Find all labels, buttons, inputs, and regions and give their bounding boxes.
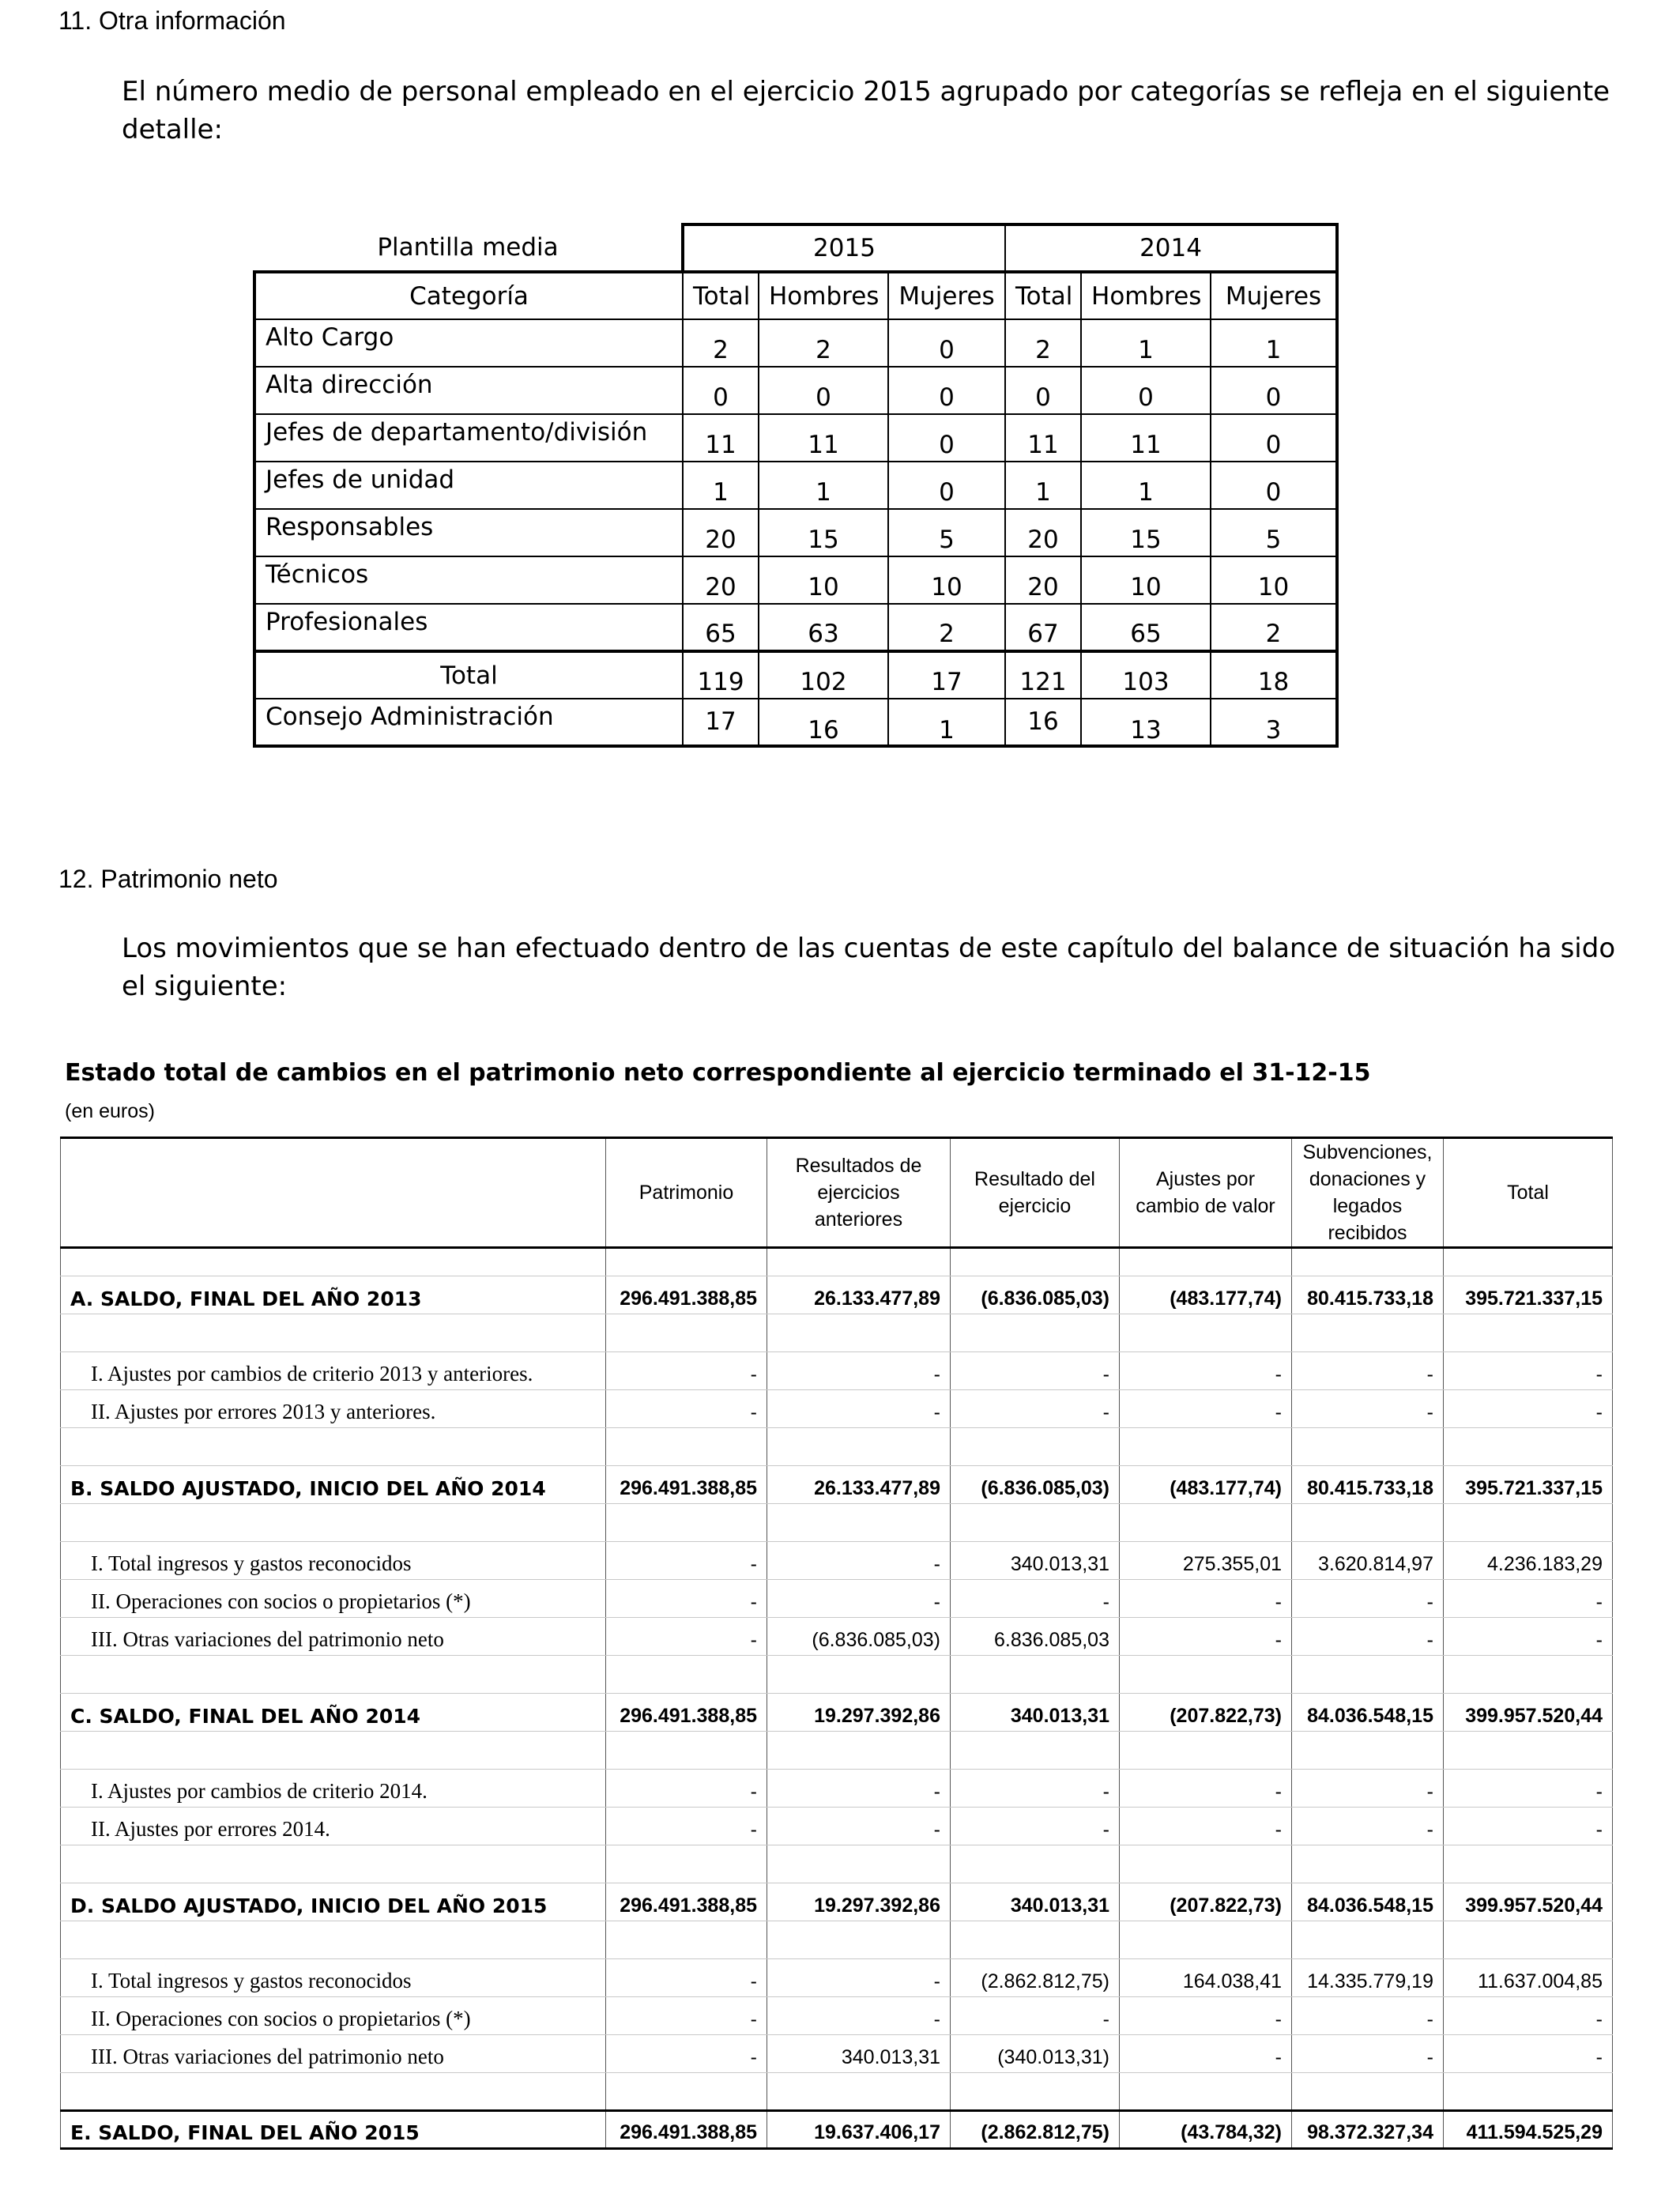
- equity-spacer-row: [61, 1656, 1613, 1694]
- staff-cell: 1: [1081, 462, 1211, 509]
- paragraph-line: el siguiente:: [122, 971, 288, 1002]
- equity-cell: -: [951, 1770, 1120, 1808]
- staff-row: [254, 509, 1337, 556]
- equity-cell: -: [606, 1352, 767, 1390]
- staff-cell: 5: [888, 509, 1005, 556]
- staff-row: [254, 414, 1337, 462]
- equity-cell: 340.013,31: [951, 1542, 1120, 1580]
- equity-spacer-row: [61, 1504, 1613, 1542]
- equity-empty-cell: [1292, 1504, 1444, 1542]
- equity-empty-cell: [1444, 1656, 1613, 1694]
- equity-cell: 4.236.183,29: [1444, 1542, 1613, 1580]
- equity-cell: -: [1120, 1390, 1292, 1428]
- equity-table: [60, 1137, 1613, 2150]
- equity-empty-cell: [606, 1428, 767, 1466]
- equity-header: Patrimonio: [606, 1138, 767, 1248]
- staff-cell: 0: [888, 462, 1005, 509]
- equity-cell: -: [767, 1352, 951, 1390]
- equity-detail-row: [61, 1618, 1613, 1656]
- equity-detail-row: [61, 1352, 1613, 1390]
- equity-detail-row: [61, 1997, 1613, 2035]
- equity-balance-row: [61, 1694, 1613, 1732]
- staff-category-label: Consejo Administración: [254, 699, 683, 746]
- staff-cell: 0: [1211, 462, 1337, 509]
- staff-cell: 0: [1005, 367, 1081, 414]
- staff-category-label: Responsables: [254, 509, 683, 556]
- equity-cell: -: [951, 1390, 1120, 1428]
- staff-cell: 0: [1211, 414, 1337, 462]
- equity-empty-cell: [1120, 1314, 1292, 1352]
- staff-cell: 15: [1081, 509, 1211, 556]
- equity-cell: -: [1120, 1808, 1292, 1845]
- staff-body: [254, 319, 1337, 746]
- equity-cell: 80.415.733,18: [1292, 1276, 1444, 1314]
- equity-row-label: I. Total ingresos y gastos reconocidos: [61, 1959, 606, 1997]
- equity-row-label: D. SALDO AJUSTADO, INICIO DEL AÑO 2015: [61, 1883, 606, 1921]
- equity-cell: 296.491.388,85: [606, 1276, 767, 1314]
- equity-row-label: I. Ajustes por cambios de criterio 2014.: [61, 1770, 606, 1808]
- equity-cell: -: [1292, 2035, 1444, 2073]
- equity-detail-row: [61, 1542, 1613, 1580]
- staff-cell: 1: [1005, 462, 1081, 509]
- equity-cell: -: [606, 1580, 767, 1618]
- equity-empty-cell: [951, 1732, 1120, 1770]
- equity-empty-cell: [61, 2073, 606, 2111]
- staff-cell: 0: [888, 319, 1005, 367]
- equity-empty-cell: [951, 1921, 1120, 1959]
- staff-cell: 0: [1081, 367, 1211, 414]
- equity-empty-cell: [1444, 1845, 1613, 1883]
- staff-cell: 11: [1005, 414, 1081, 462]
- equity-detail-row: [61, 1390, 1613, 1428]
- equity-cell: -: [1444, 1352, 1613, 1390]
- equity-cell: -: [767, 1997, 951, 2035]
- staff-cell: 0: [1211, 367, 1337, 414]
- equity-cell: -: [951, 1808, 1120, 1845]
- equity-empty-cell: [1120, 1428, 1292, 1466]
- equity-cell: -: [1444, 1770, 1613, 1808]
- staff-cell: 1: [1211, 319, 1337, 367]
- equity-cell: 19.297.392,86: [767, 1694, 951, 1732]
- staff-cell: 121: [1005, 651, 1081, 699]
- staff-cell: 16: [1005, 699, 1081, 746]
- equity-cell: 80.415.733,18: [1292, 1466, 1444, 1504]
- equity-row-label: II. Operaciones con socios o propietarios (*): [61, 1997, 606, 2035]
- staff-row: [254, 651, 1337, 699]
- equity-cell: 340.013,31: [767, 2035, 951, 2073]
- equity-row-label: B. SALDO AJUSTADO, INICIO DEL AÑO 2014: [61, 1466, 606, 1504]
- equity-empty-cell: [61, 1845, 606, 1883]
- equity-cell: -: [606, 1808, 767, 1845]
- staff-cell: 10: [759, 556, 888, 604]
- staff-table: [253, 223, 1339, 748]
- staff-cell: 20: [683, 556, 759, 604]
- staff-category-label: Total: [254, 651, 683, 699]
- equity-cell: -: [606, 1390, 767, 1428]
- staff-category-label: Jefes de departamento/división: [254, 414, 683, 462]
- equity-cell: 296.491.388,85: [606, 1466, 767, 1504]
- equity-spacer-row: [61, 2073, 1613, 2111]
- staff-cell: 102: [759, 651, 888, 699]
- equity-cell: -: [606, 1542, 767, 1580]
- staff-cell: 11: [759, 414, 888, 462]
- equity-cell: 399.957.520,44: [1444, 1883, 1613, 1921]
- equity-cell: 84.036.548,15: [1292, 1694, 1444, 1732]
- equity-empty-cell: [606, 1921, 767, 1959]
- equity-empty-cell: [1292, 1845, 1444, 1883]
- equity-cell: -: [767, 1959, 951, 1997]
- equity-empty-cell: [1292, 1921, 1444, 1959]
- staff-row: [254, 699, 1337, 746]
- equity-empty-cell: [1292, 1428, 1444, 1466]
- staff-cell: 67: [1005, 604, 1081, 651]
- staff-cell: 65: [683, 604, 759, 651]
- equity-cell: 395.721.337,15: [1444, 1466, 1613, 1504]
- staff-cell: 17: [888, 651, 1005, 699]
- equity-empty-cell: [1444, 1732, 1613, 1770]
- staff-cell: 2: [1211, 604, 1337, 651]
- staff-cell: 1: [1081, 319, 1211, 367]
- equity-empty-cell: [61, 1732, 606, 1770]
- equity-cell: -: [606, 2035, 767, 2073]
- equity-row-label: III. Otras variaciones del patrimonio neto: [61, 1618, 606, 1656]
- equity-cell: -: [606, 1997, 767, 2035]
- equity-cell: -: [1444, 2035, 1613, 2073]
- equity-cell: 84.036.548,15: [1292, 1883, 1444, 1921]
- equity-cell: -: [951, 1580, 1120, 1618]
- staff-cell: 16: [759, 699, 888, 746]
- equity-balance-row: [61, 1276, 1613, 1314]
- equity-detail-row: [61, 1808, 1613, 1845]
- staff-cell: 103: [1081, 651, 1211, 699]
- staff-row: [254, 319, 1337, 367]
- equity-cell: 296.491.388,85: [606, 2111, 767, 2149]
- equity-empty-cell: [951, 1428, 1120, 1466]
- equity-empty-cell: [61, 1428, 606, 1466]
- staff-cell: 65: [1081, 604, 1211, 651]
- equity-empty-cell: [767, 1656, 951, 1694]
- staff-row: [254, 367, 1337, 414]
- equity-cell: -: [1292, 1808, 1444, 1845]
- equity-spacer-row: [61, 1248, 1613, 1276]
- equity-cell: -: [606, 1959, 767, 1997]
- staff-cell: 2: [683, 319, 759, 367]
- equity-empty-cell: [951, 1656, 1120, 1694]
- equity-cell: (483.177,74): [1120, 1276, 1292, 1314]
- equity-empty-cell: [767, 2073, 951, 2111]
- equity-cell: -: [1444, 1580, 1613, 1618]
- equity-cell: 399.957.520,44: [1444, 1694, 1613, 1732]
- equity-cell: -: [606, 1770, 767, 1808]
- staff-cell: 0: [888, 367, 1005, 414]
- equity-cell: 19.637.406,17: [767, 2111, 951, 2149]
- equity-cell: (207.822,73): [1120, 1694, 1292, 1732]
- equity-cell: (207.822,73): [1120, 1883, 1292, 1921]
- equity-empty-cell: [61, 1504, 606, 1542]
- equity-empty-cell: [1444, 1314, 1613, 1352]
- equity-empty-cell: [606, 1248, 767, 1276]
- equity-spacer-row: [61, 1921, 1613, 1959]
- equity-cell: 26.133.477,89: [767, 1276, 951, 1314]
- equity-cell: 164.038,41: [1120, 1959, 1292, 1997]
- staff-cell: 5: [1211, 509, 1337, 556]
- equity-cell: -: [1444, 1390, 1613, 1428]
- equity-empty-cell: [951, 1314, 1120, 1352]
- staff-col-men: Hombres: [1081, 272, 1211, 319]
- staff-col-category: Categoría: [254, 272, 683, 319]
- equity-empty-cell: [1444, 1504, 1613, 1542]
- staff-row: [254, 462, 1337, 509]
- staff-col-men: Hombres: [759, 272, 888, 319]
- equity-detail-row: [61, 2035, 1613, 2073]
- equity-empty-cell: [61, 1656, 606, 1694]
- staff-year-2015: 2015: [683, 224, 1005, 272]
- equity-cell: (2.862.812,75): [951, 1959, 1120, 1997]
- equity-cell: 296.491.388,85: [606, 1883, 767, 1921]
- equity-empty-cell: [767, 1248, 951, 1276]
- equity-empty-cell: [767, 1845, 951, 1883]
- equity-cell: -: [1120, 1618, 1292, 1656]
- equity-cell: -: [1292, 1997, 1444, 2035]
- equity-table-container: [60, 1137, 1612, 2150]
- equity-spacer-row: [61, 1732, 1613, 1770]
- equity-cell: (6.836.085,03): [951, 1276, 1120, 1314]
- equity-cell: -: [1120, 2035, 1292, 2073]
- equity-empty-cell: [1120, 1845, 1292, 1883]
- equity-empty-cell: [1444, 2073, 1613, 2111]
- staff-cell: 3: [1211, 699, 1337, 746]
- staff-cell: 1: [888, 699, 1005, 746]
- equity-empty-cell: [951, 2073, 1120, 2111]
- equity-empty-cell: [951, 1248, 1120, 1276]
- equity-header: Ajustes por cambio de valor: [1120, 1138, 1292, 1248]
- staff-cell: 20: [1005, 509, 1081, 556]
- equity-title: Estado total de cambios en el patrimonio neto correspondiente al ejercicio terminado el 31-12-15: [65, 1059, 1371, 1087]
- staff-row: [254, 556, 1337, 604]
- equity-row-label: C. SALDO, FINAL DEL AÑO 2014: [61, 1694, 606, 1732]
- equity-cell: -: [1444, 1808, 1613, 1845]
- equity-cell: 296.491.388,85: [606, 1694, 767, 1732]
- staff-cell: 119: [683, 651, 759, 699]
- staff-cell: 11: [683, 414, 759, 462]
- equity-empty-cell: [1120, 2073, 1292, 2111]
- equity-cell: -: [1444, 1618, 1613, 1656]
- equity-header: Subvenciones, donaciones y legados recibidos: [1292, 1138, 1444, 1248]
- equity-empty-cell: [606, 1656, 767, 1694]
- staff-title: Plantilla media: [254, 224, 683, 272]
- staff-cell: 2: [759, 319, 888, 367]
- equity-empty-cell: [1444, 1921, 1613, 1959]
- staff-cell: 1: [683, 462, 759, 509]
- staff-cell: 0: [888, 414, 1005, 462]
- section-11-title: 11. Otra información: [58, 6, 286, 35]
- equity-cell: 3.620.814,97: [1292, 1542, 1444, 1580]
- equity-empty-cell: [951, 1845, 1120, 1883]
- equity-cell: -: [1120, 1352, 1292, 1390]
- equity-cell: -: [767, 1542, 951, 1580]
- staff-cell: 63: [759, 604, 888, 651]
- equity-cell: (6.836.085,03): [951, 1466, 1120, 1504]
- staff-cell: 10: [888, 556, 1005, 604]
- staff-col-women: Mujeres: [888, 272, 1005, 319]
- equity-row-label: I. Total ingresos y gastos reconocidos: [61, 1542, 606, 1580]
- equity-cell: -: [606, 1618, 767, 1656]
- equity-cell: -: [767, 1808, 951, 1845]
- staff-cell: 17: [683, 699, 759, 746]
- equity-empty-cell: [767, 1504, 951, 1542]
- equity-balance-row: [61, 1466, 1613, 1504]
- staff-cell: 11: [1081, 414, 1211, 462]
- equity-cell: 98.372.327,34: [1292, 2111, 1444, 2149]
- equity-header: Resultados de ejercicios anteriores: [767, 1138, 951, 1248]
- equity-cell: -: [951, 1352, 1120, 1390]
- staff-col-total: Total: [683, 272, 759, 319]
- paragraph-line: Los movimientos que se han efectuado dentro de las cuentas de este capítulo del balance de situación ha sido: [122, 933, 1616, 964]
- equity-empty-cell: [606, 1732, 767, 1770]
- equity-cell: (2.862.812,75): [951, 2111, 1120, 2149]
- equity-balance-row: [61, 2111, 1613, 2149]
- equity-empty-cell: [767, 1921, 951, 1959]
- section-12-title: 12. Patrimonio neto: [58, 865, 278, 893]
- staff-category-label: Alta dirección: [254, 367, 683, 414]
- equity-row-label: I. Ajustes por cambios de criterio 2013 y anteriores.: [61, 1352, 606, 1390]
- equity-cell: 26.133.477,89: [767, 1466, 951, 1504]
- equity-cell: 340.013,31: [951, 1883, 1120, 1921]
- staff-row: [254, 604, 1337, 651]
- equity-cell: (43.784,32): [1120, 2111, 1292, 2149]
- equity-empty-cell: [606, 1314, 767, 1352]
- equity-empty-cell: [767, 1314, 951, 1352]
- staff-col-women: Mujeres: [1211, 272, 1337, 319]
- equity-cell: -: [1120, 1580, 1292, 1618]
- equity-empty-cell: [606, 1845, 767, 1883]
- equity-detail-row: [61, 1959, 1613, 1997]
- equity-empty-cell: [1120, 1921, 1292, 1959]
- equity-cell: -: [1120, 1997, 1292, 2035]
- equity-cell: 6.836.085,03: [951, 1618, 1120, 1656]
- equity-empty-cell: [767, 1428, 951, 1466]
- equity-spacer-row: [61, 1314, 1613, 1352]
- equity-cell: 340.013,31: [951, 1694, 1120, 1732]
- staff-cell: 20: [683, 509, 759, 556]
- staff-category-label: Profesionales: [254, 604, 683, 651]
- equity-cell: 411.594.525,29: [1444, 2111, 1613, 2149]
- equity-cell: -: [1292, 1352, 1444, 1390]
- equity-empty-cell: [767, 1732, 951, 1770]
- equity-empty-cell: [1292, 1656, 1444, 1694]
- equity-empty-cell: [1120, 1732, 1292, 1770]
- staff-cell: 18: [1211, 651, 1337, 699]
- equity-empty-cell: [1292, 1314, 1444, 1352]
- equity-row-label: E. SALDO, FINAL DEL AÑO 2015: [61, 2111, 606, 2149]
- equity-row-label: II. Ajustes por errores 2013 y anteriores.: [61, 1390, 606, 1428]
- equity-empty-cell: [61, 1921, 606, 1959]
- equity-empty-cell: [606, 1504, 767, 1542]
- equity-empty-cell: [61, 1248, 606, 1276]
- equity-empty-cell: [1444, 1428, 1613, 1466]
- staff-cell: 2: [1005, 319, 1081, 367]
- equity-cell: 11.637.004,85: [1444, 1959, 1613, 1997]
- section-11-paragraph: [122, 73, 1610, 149]
- equity-empty-cell: [61, 1314, 606, 1352]
- equity-empty-cell: [606, 2073, 767, 2111]
- staff-cell: 0: [759, 367, 888, 414]
- equity-spacer-row: [61, 1845, 1613, 1883]
- equity-cell: -: [1292, 1390, 1444, 1428]
- equity-cell: 275.355,01: [1120, 1542, 1292, 1580]
- equity-spacer-row: [61, 1428, 1613, 1466]
- equity-cell: (483.177,74): [1120, 1466, 1292, 1504]
- equity-empty-cell: [1444, 1248, 1613, 1276]
- equity-cell: -: [1292, 1580, 1444, 1618]
- equity-empty-cell: [1292, 2073, 1444, 2111]
- equity-cell: -: [951, 1997, 1120, 2035]
- equity-cell: 395.721.337,15: [1444, 1276, 1613, 1314]
- equity-balance-row: [61, 1883, 1613, 1921]
- equity-cell: -: [1292, 1770, 1444, 1808]
- staff-cell: 10: [1081, 556, 1211, 604]
- equity-empty-cell: [1120, 1656, 1292, 1694]
- paragraph-line: detalle:: [122, 114, 223, 145]
- staff-category-label: Jefes de unidad: [254, 462, 683, 509]
- staff-category-label: Alto Cargo: [254, 319, 683, 367]
- equity-header: Resultado del ejercicio: [951, 1138, 1120, 1248]
- equity-row-label: II. Operaciones con socios o propietarios (*): [61, 1580, 606, 1618]
- equity-cell: (340.013,31): [951, 2035, 1120, 2073]
- equity-detail-row: [61, 1580, 1613, 1618]
- equity-cell: -: [767, 1770, 951, 1808]
- equity-empty-cell: [1120, 1248, 1292, 1276]
- equity-row-label: III. Otras variaciones del patrimonio neto: [61, 2035, 606, 2073]
- equity-empty-cell: [1120, 1504, 1292, 1542]
- equity-row-label: A. SALDO, FINAL DEL AÑO 2013: [61, 1276, 606, 1314]
- equity-cell: -: [767, 1390, 951, 1428]
- equity-cell: -: [767, 1580, 951, 1618]
- staff-cell: 20: [1005, 556, 1081, 604]
- equity-cell: -: [1444, 1997, 1613, 2035]
- equity-body: [61, 1248, 1613, 2149]
- staff-cell: 13: [1081, 699, 1211, 746]
- equity-cell: -: [1120, 1770, 1292, 1808]
- equity-cell: 14.335.779,19: [1292, 1959, 1444, 1997]
- equity-row-label: II. Ajustes por errores 2014.: [61, 1808, 606, 1845]
- equity-detail-row: [61, 1770, 1613, 1808]
- equity-cell: (6.836.085,03): [767, 1618, 951, 1656]
- staff-cell: 15: [759, 509, 888, 556]
- section-12-paragraph: [122, 929, 1615, 1005]
- staff-cell: 1: [759, 462, 888, 509]
- staff-cell: 0: [683, 367, 759, 414]
- equity-header-blank: [61, 1138, 606, 1248]
- equity-cell: 19.297.392,86: [767, 1883, 951, 1921]
- equity-cell: -: [1292, 1618, 1444, 1656]
- equity-empty-cell: [1292, 1732, 1444, 1770]
- staff-col-total: Total: [1005, 272, 1081, 319]
- equity-empty-cell: [951, 1504, 1120, 1542]
- staff-table-container: [253, 223, 1335, 748]
- equity-header: Total: [1444, 1138, 1613, 1248]
- staff-cell: 10: [1211, 556, 1337, 604]
- equity-subtitle: (en euros): [65, 1100, 155, 1122]
- paragraph-line: El número medio de personal empleado en el ejercicio 2015 agrupado por categorías se refleja en el siguiente: [122, 76, 1610, 107]
- staff-cell: 2: [888, 604, 1005, 651]
- staff-category-label: Técnicos: [254, 556, 683, 604]
- staff-year-2014: 2014: [1005, 224, 1337, 272]
- equity-empty-cell: [1292, 1248, 1444, 1276]
